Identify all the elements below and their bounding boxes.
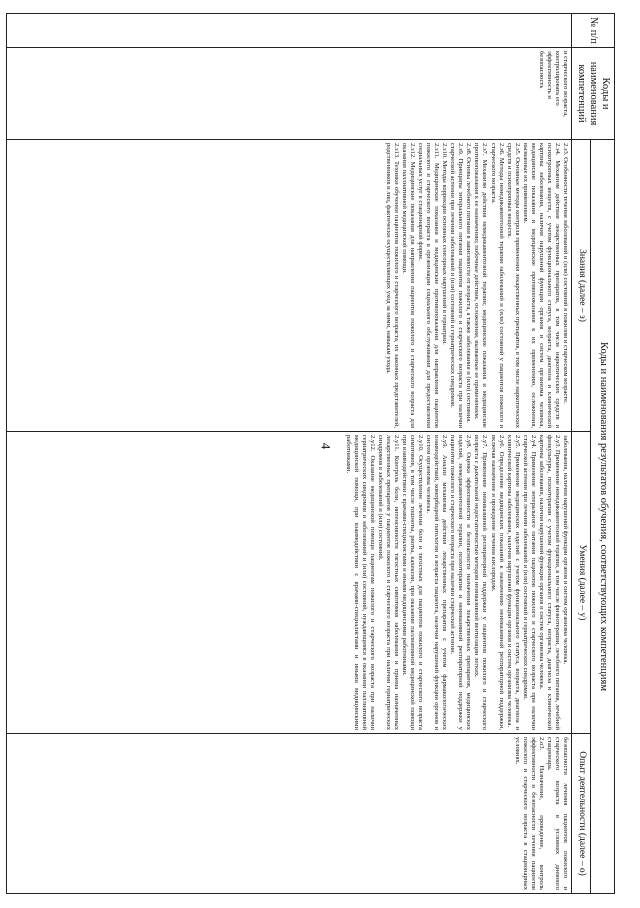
cell-paragraph: 2.у7. Применение неинвазивной респираторной поддержки у пациентов пожилого и старческого возраста с дыхательной недостаточностью методом неинвазивной вентиляции легких. <box>473 435 489 730</box>
cell-paragraph: 2.з6. Методы немедикаментозной терапии заболеваний и (или) состояний у пациентов пожилого и старческого возраста. <box>489 143 505 428</box>
cell-paragraph: безопасности лечения пациентов пожилого и старческого возраста в условиях дневного стационара. <box>545 737 569 891</box>
col-header-knowledge: Знания (далее – з) <box>571 140 591 432</box>
header-title: Коды и наименования результатов обучения, соответствующих компетенциям <box>591 140 615 894</box>
page-number: 4 <box>318 442 334 450</box>
cell-paragraph: 2.з4. Механизм действия лекарственных препаратов, в том числе наркотических средств и психотропных веществ, с учетом функционального статуса, возраста, диагноза и клинической картины заболевания, наличия нарушений функции органов и систем организма человека, медицинские показания и медицинские противопоказания к их применению, осложнения, вызванные их применением. <box>521 143 561 428</box>
cell-paragraph: 2.у9. Анализ механизма действия лекарственных препаратов с учетом фармакологических взаимодействий, коморбидной патологии и возраста пациента, наличия нарушений функции органов и систем организма человека. <box>425 435 449 730</box>
cell-paragraph: 2.з8. Основы лечебного питания в зависимости от возраста, а также заболевания и (или) состояния. <box>465 143 473 423</box>
cell-experience <box>6 734 571 894</box>
col-header-num: № п/п <box>571 14 614 48</box>
cell-paragraph: 2.у11. Контроль боли, интенсивности тягостных симптомов заболевания и приема назначенных лекарственных препаратов у пациентов пожилого и старческого возраста при наличии гериатрических синдромов в заболеваний и (или) состояний. <box>377 435 401 730</box>
cell-paragraph: 2.з5. Основные методы контроля применения лекарственных препаратов, в том числе наркотических средств и психотропных веществ. <box>505 143 521 428</box>
cell-paragraph: 2.у12. Оказание медицинской помощи пациентам пожилого и старческого возраста при наличии гериатрических синдромов и заболеваний и (или) состояний, нуждающимся в оказании паллиативной медицинской помощи, при взаимодействии с врачами-специалистами и иными медицинскими работниками. <box>344 435 377 730</box>
cell-paragraph: 2.у10. Осуществление лечения боли и тягостных для пациентов пожилого и старческого возраста симптомов, в том числе тошноты, рвоты, кахексии, при оказании паллиативной медицинской помощи при взаимодействии с врачами-специалистами и иными медицинскими работниками. <box>401 435 425 730</box>
cell-skills <box>6 432 571 734</box>
cell-paragraph: 2.з7. Механизм действия немедикаментозной терапии; медицинские показания и медицинские противопоказания к ее назначению; побочные действия, осложнения, вызванные ее применением. <box>473 143 489 428</box>
cell-num <box>6 14 571 48</box>
cell-paragraph: 2.з12. Медицинские показания для направления пациентов пожилого и старческого возраста для оказания паллиативной медицинской помощи. <box>401 143 417 428</box>
competency-table <box>6 13 615 894</box>
col-header-codes: Коды и наименования компетенций <box>571 48 614 140</box>
cell-paragraph: 2.у4. Применение энтерального питания пациентов пожилого и старческого возраста при наличии старческой астении при лечении заболеваний и (или) состояний и гериатрических синдромов. <box>521 435 537 730</box>
cell-paragraph: 2.з9. Принципы энтерального питания пациентов пожилого и старческого возраста при наличии старческой астении при лечении заболеваний и (или) состояний и гериатрических синдромов. <box>449 143 465 428</box>
cell-paragraph: 2.у6. Определение медицинских показаний к назначению неинвазивной респираторной поддержки, включая назначение и проведение лечения кислородом. <box>489 435 505 730</box>
cell-paragraph: 2.з3. Особенности течения заболеваний и (или) состояний в пожилом и старческом возрасте. <box>561 143 569 404</box>
col-header-experience: Опыт деятельности (далее – о) <box>571 734 591 894</box>
cell-paragraph: 2.о3. Назначение, проведение, контроль эффективности и безопасности лечения пациентов пожилого и старческого возраста в стационарных условиях. <box>513 737 545 891</box>
cell-paragraph: 2.у8. Оценка эффективности и безопасности назначения лекарственных препаратов, медицинских изделий, немедикаментозной терапии, психотерапии и неинвазивной респираторной поддержки у пациентов пожилого и старческого возраста при наличии старческой астении. <box>449 435 473 730</box>
rotated-document <box>55 13 615 893</box>
cell-paragraph: 2.з10. Методы коррекции основных сенсорных нарушений в гериатрии. <box>441 143 449 345</box>
col-header-skills: Умения (далее – у) <box>571 432 591 734</box>
cell-knowledge <box>6 140 571 432</box>
table-row <box>6 14 571 894</box>
cell-paragraph: 2.у3. Применение немедикаментозной терапии, в том числе физиотерапии, лечебного питания, лечебной физкультуры, психотерапии с учетом функционального статуса, возраста, диагноза и клинической картины заболевания, наличия нарушений функции органов и систем организма человека. <box>537 435 561 730</box>
cell-codes <box>6 48 571 140</box>
cell-paragraph: 2.з13. Техники обучения пациентов пожилого и старческого возраста, их законных представителей, родственников и лиц, фактически осуществляющих уход за ними, навыкам ухода. <box>385 143 401 428</box>
cell-paragraph: и старческого возраста, контролировать его эффективность и безопасность <box>537 51 569 117</box>
cell-paragraph: 2.з11. Медицинские показания и медицинские противопоказания для направления пациентов пожилого и старческого возраста в организации социального обслуживания для предоставления социальных услуг в стационарной форме. <box>417 143 441 428</box>
cell-paragraph: заболевания, наличия нарушений функции органов и систем организма человека. <box>561 435 569 665</box>
cell-paragraph: 2.у5. Применение медицинских изделий с учетом функционального статуса, возраста, диагноза и клинической картины заболевания, наличия нарушений функции органов и систем организма человека. <box>505 435 521 730</box>
